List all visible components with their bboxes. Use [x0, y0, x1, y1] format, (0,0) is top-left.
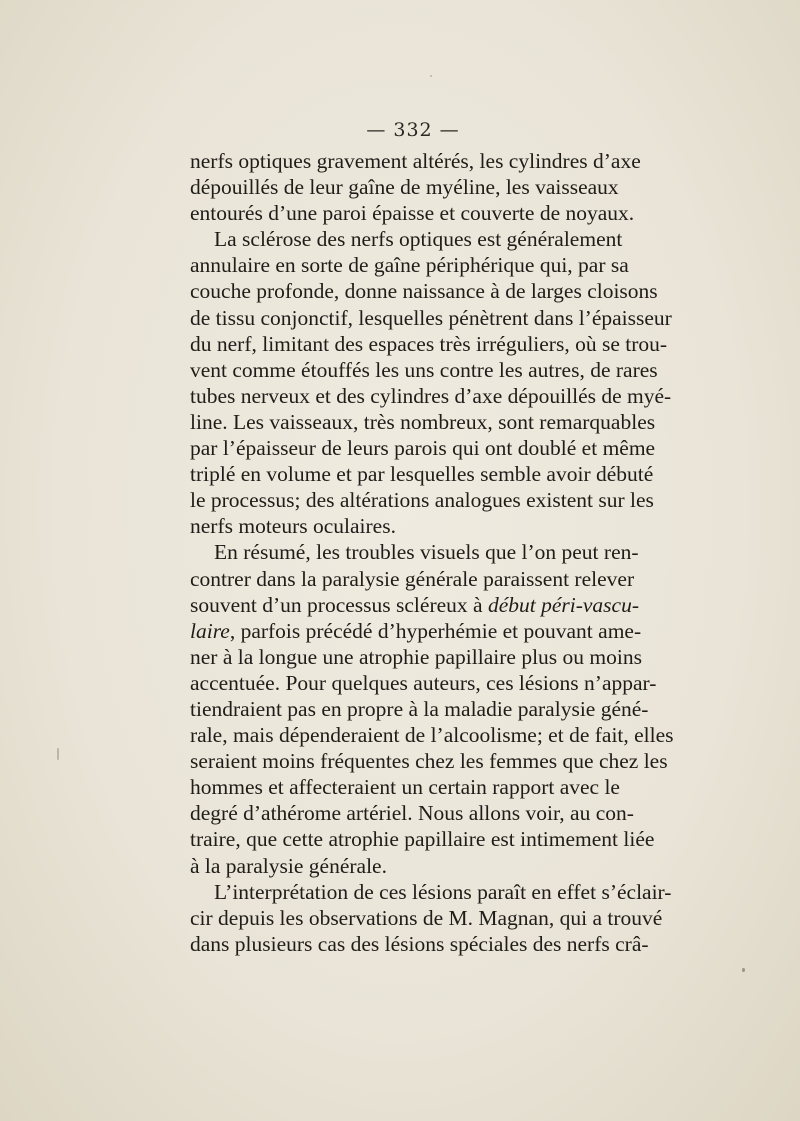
- line-text: traire, que cette atrophie papillaire est intimement liée: [190, 827, 655, 852]
- text-line: [190, 435, 656, 461]
- line-text: degré d’athérome artériel. Nous allons voir, au con-: [190, 801, 634, 826]
- italic-phrase: début péri-vascu-: [487, 592, 639, 617]
- text-line: [190, 800, 642, 826]
- paper-speck: [430, 75, 432, 77]
- line-text: à la paralysie générale.: [190, 853, 387, 878]
- line-text: de tissu conjonctif, lesquelles pénètrent dans l’épaisseur: [190, 305, 672, 330]
- line-text: souvent d’un processus scléreux à: [190, 592, 488, 617]
- text-line: [190, 592, 642, 618]
- text-line: [190, 383, 672, 409]
- text-line: [190, 931, 649, 957]
- text-line: [190, 774, 642, 800]
- line-text: ner à la longue une atrophie papillaire plus ou moins: [190, 644, 642, 669]
- text-line: [190, 696, 649, 722]
- paper-speck: [742, 968, 745, 972]
- line-text: L’interprétation de ces lésions paraît en effet s’éclair-: [214, 879, 672, 904]
- line-text: le processus; des altérations analogues existent sur les: [190, 488, 654, 513]
- text-line: [190, 461, 654, 487]
- text-line: [190, 513, 642, 539]
- line-text: vent comme étouffés les uns contre les autres, de rares: [190, 357, 658, 382]
- text-line: [190, 487, 654, 513]
- paper-speck: [57, 748, 59, 760]
- text-line: [190, 148, 642, 174]
- line-text: dans plusieurs cas des lésions spéciales des nerfs crâ-: [190, 931, 649, 956]
- text-line: [190, 722, 674, 748]
- text-line: [190, 409, 656, 435]
- line-text: contrer dans la paralysie générale paraissent relever: [190, 566, 635, 591]
- line-text: line. Les vaisseaux, très nombreux, sont remarquables: [190, 409, 656, 434]
- text-line: [190, 670, 657, 696]
- line-text: entourés d’une paroi épaisse et couverte de noyaux.: [190, 201, 635, 226]
- text-line: [190, 644, 642, 670]
- text-line: [190, 278, 658, 304]
- line-text: seraient moins fréquentes chez les femmes que chez les: [190, 749, 668, 774]
- line-text: annulaire en sorte de gaîne périphérique qui, par sa: [190, 253, 629, 278]
- text-line: [190, 566, 642, 592]
- line-text: dépouillés de leur gaîne de myéline, les vaisseaux: [190, 175, 619, 200]
- italic-phrase: laire: [190, 618, 230, 643]
- line-text: cir depuis les observations de M. Magnan, qui a trouvé: [190, 905, 663, 930]
- line-text: nerfs moteurs oculaires.: [190, 514, 396, 539]
- text-line: [190, 226, 642, 252]
- line-text: hommes et affecteraient un certain rapport avec le: [190, 775, 620, 800]
- text-line: [190, 826, 655, 852]
- text-line: [190, 305, 672, 331]
- line-text: En résumé, les troubles visuels que l’on peut ren-: [214, 540, 639, 565]
- line-text: La sclérose des nerfs optiques est généralement: [214, 227, 623, 252]
- page-number: — 332 —: [366, 119, 460, 141]
- line-text: tubes nerveux et des cylindres d’axe dépouillés de myé-: [190, 383, 672, 408]
- text-line: [190, 174, 642, 200]
- line-text: triplé en volume et par lesquelles semble avoir débuté: [190, 462, 654, 487]
- text-line: [190, 879, 672, 905]
- text-line: [190, 357, 658, 383]
- body-text: [190, 148, 674, 957]
- line-text: par l’épaisseur de leurs parois qui ont doublé et même: [190, 436, 656, 461]
- text-line: [190, 748, 668, 774]
- line-text: nerfs optiques gravement altérés, les cylindres d’axe: [190, 149, 641, 173]
- line-text: , parfois précédé d’hyperhémie et pouvant ame-: [229, 618, 642, 643]
- text-line: [190, 252, 642, 278]
- text-line: [190, 539, 642, 565]
- line-text: du nerf, limitant des espaces très irréguliers, où se trou-: [190, 331, 668, 356]
- line-text: tiendraient pas en propre à la maladie paralysie géné-: [190, 696, 649, 721]
- text-line: [190, 618, 642, 644]
- text-line: [190, 853, 642, 879]
- line-text: accentuée. Pour quelques auteurs, ces lésions n’appar-: [190, 670, 657, 695]
- line-text: couche profonde, donne naissance à de larges cloisons: [190, 279, 658, 304]
- text-line: [190, 905, 663, 931]
- text-line: [190, 200, 642, 226]
- line-text: rale, mais dépenderaient de l’alcoolisme; et de fait, elles: [190, 723, 674, 748]
- text-line: [190, 331, 668, 357]
